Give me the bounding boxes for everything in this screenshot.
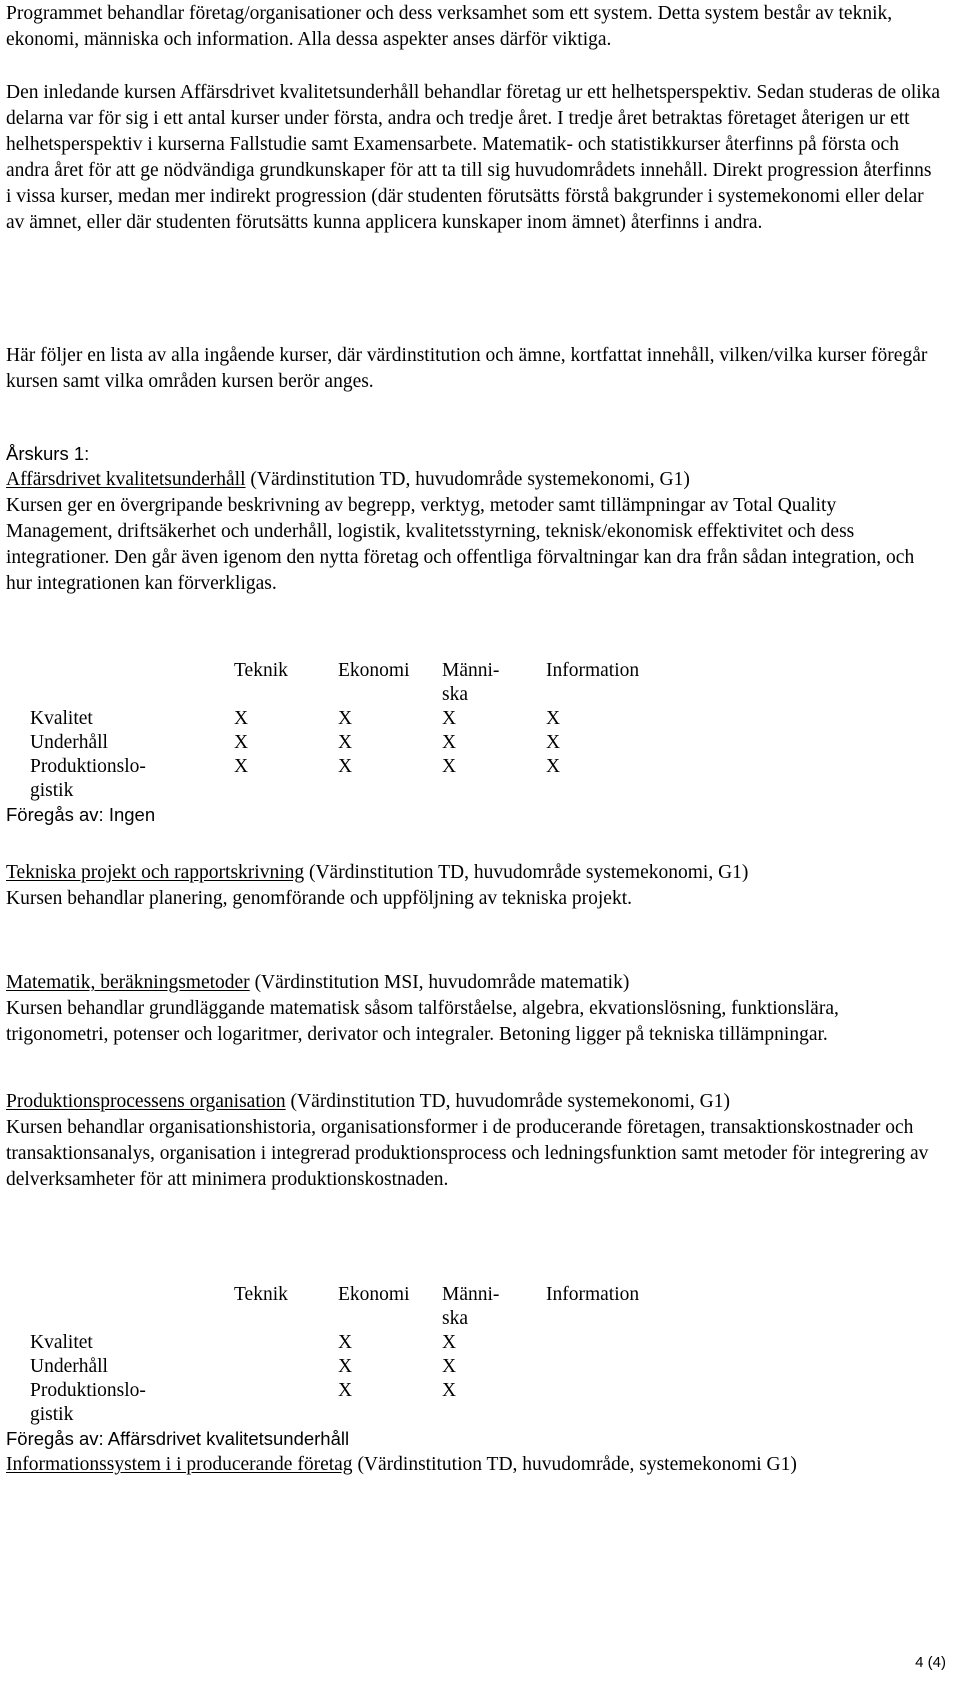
course-title: Affärsdrivet kvalitetsunderhåll [6, 469, 246, 490]
grid-cell [234, 1355, 338, 1379]
grid-cell: X [442, 1356, 457, 1377]
row-label: Kvalitet [30, 1332, 93, 1353]
course-meta: (Värdinstitution TD, huvudområde systemekonomi, G1) [245, 469, 690, 490]
grid-cell: X [234, 756, 249, 777]
preceded-by: Föregås av: Affärsdrivet kvalitetsunderhåll [6, 1428, 350, 1449]
grid-cell: X [338, 756, 353, 777]
grid-cell [234, 1331, 338, 1355]
column-header: Ekonomi [338, 660, 410, 681]
course-heading [6, 1452, 941, 1478]
grid-row [6, 755, 656, 803]
column-header: Teknik [234, 660, 288, 681]
grid-cell: X [442, 1380, 457, 1401]
grid-cell: X [234, 732, 249, 753]
grid-cell: X [338, 1356, 353, 1377]
column-header: Männi- ska [442, 1284, 500, 1329]
row-label: Kvalitet [30, 708, 93, 729]
grid-cell: X [546, 756, 561, 777]
course-title: Produktionsprocessens organisation [6, 1091, 286, 1112]
grid-cell [546, 1379, 656, 1427]
grid-header-row [6, 659, 656, 707]
column-header: Information [546, 660, 640, 681]
page-number: 4 (4) [915, 1654, 946, 1671]
course-block-4 [6, 1089, 941, 1193]
coverage-table [6, 1283, 656, 1427]
row-label: Produktionslo- gistik [30, 1380, 146, 1425]
grid-row [6, 707, 656, 731]
course-meta: (Värdinstitution TD, huvudområde, systemekonomi G1) [352, 1454, 797, 1475]
row-label: Underhåll [30, 1356, 108, 1377]
year-heading: Årskurs 1: [6, 443, 90, 464]
coverage-table [6, 659, 656, 803]
grid-header-row [6, 1283, 656, 1331]
grid-row [6, 1331, 656, 1355]
grid-cell: X [338, 732, 353, 753]
course-heading [6, 970, 941, 996]
column-header: Männi- ska [442, 660, 500, 705]
course-meta: (Värdinstitution TD, huvudområde systemekonomi, G1) [285, 1091, 730, 1112]
column-header: Teknik [234, 1284, 288, 1305]
grid-cell: X [546, 708, 561, 729]
course-description: Kursen behandlar planering, genomförande och uppföljning av tekniska projekt. [6, 888, 632, 909]
row-label: Underhåll [30, 732, 108, 753]
course-description: Kursen ger en övergripande beskrivning av begrepp, verktyg, metoder samt tillämpningar av Total Quality Management, driftsäkerhet och underhåll, logistik, kvalitetsstyrning, teknisk/ekonomisk effektivitet och dess integrationer. Den går även igenom den nytta företag och offentliga förvaltningar kan dra från sådan integration, och hur integrationen kan förverkligas. [6, 495, 915, 594]
coverage-grid-1 [6, 659, 656, 827]
row-label: Produktionslo- gistik [30, 756, 146, 801]
course-block-1 [6, 467, 941, 597]
column-header: Ekonomi [338, 1284, 410, 1305]
grid-cell: X [442, 732, 457, 753]
grid-row [6, 731, 656, 755]
course-description: Kursen behandlar organisationshistoria, organisationsformer i de producerande företagen, transaktionskostnader och transaktionsanalys, organisation i integrerad produktionsprocess och ledningsfunktion samt metoder för integrering av delverksamheter för att minimera produktionskostnaden. [6, 1117, 929, 1190]
grid-row [6, 1379, 656, 1427]
intro-paragraph-1: Programmet behandlar företag/organisationer och dess verksamhet som ett system. Detta system består av teknik, ekonomi, människa och information. Alla dessa aspekter anses därför viktiga. [6, 3, 893, 50]
intro-paragraph-2: Den inledande kursen Affärsdrivet kvalitetsunderhåll behandlar företag ur ett helhetsperspektiv. Sedan studeras de olika delarna var för sig i ett antal kurser under första, andra och tredje året. I tredje året betraktas företaget återigen ur ett helhetsperspektiv i kurserna Fallstudie samt Examensarbete. Matematik- och statistikkurser återfinns på första och andra året för att ge nödvändiga grundkunskaper för att ta till sig huvudområdets innehåll. Direkt progression återfinns i vissa kurser, medan mer indirekt progression (där studenten förutsätts förstå bakgrunder i systemekonomi eller delar av ämnet, eller där studenten förutsätts kunna applicera kunskaper inom ämnet) återfinns i andra. [6, 82, 941, 233]
course-description: Kursen behandlar grundläggande matematisk såsom talförståelse, algebra, ekvationslösning, funktionslära, trigonometri, potenser och logaritmer, derivator och integraler. Betoning ligger på tekniska tillämpningar. [6, 998, 839, 1045]
grid-row [6, 1355, 656, 1379]
grid-cell: X [442, 756, 457, 777]
grid-cell [546, 1331, 656, 1355]
course-block-2 [6, 860, 941, 912]
course-meta: (Värdinstitution MSI, huvudområde matematik) [249, 972, 630, 993]
course-heading [6, 860, 941, 886]
course-heading [6, 467, 941, 493]
course-meta: (Värdinstitution TD, huvudområde systemekonomi, G1) [304, 862, 749, 883]
intro-paragraph-3: Här följer en lista av alla ingående kurser, där värdinstitution och ämne, kortfattat innehåll, vilken/vilka kurser föregår kursen samt vilka områden kursen berör anges. [6, 345, 928, 392]
preceded-by: Föregås av: Ingen [6, 804, 156, 825]
course-block-3 [6, 970, 941, 1048]
course-title: Informationssystem i i producerande företag [6, 1454, 353, 1475]
course-heading [6, 1089, 941, 1115]
grid-cell: X [442, 1332, 457, 1353]
grid-cell: X [442, 708, 457, 729]
course-title: Tekniska projekt och rapportskrivning [6, 862, 305, 883]
grid-cell: X [338, 1332, 353, 1353]
coverage-grid-2 [6, 1283, 656, 1451]
grid-cell: X [338, 708, 353, 729]
grid-cell: X [234, 708, 249, 729]
grid-cell: X [546, 732, 561, 753]
grid-cell [234, 1379, 338, 1427]
course-block-5 [6, 1452, 941, 1478]
course-title: Matematik, beräkningsmetoder [6, 972, 250, 993]
grid-cell: X [338, 1380, 353, 1401]
grid-cell [546, 1355, 656, 1379]
column-header: Information [546, 1284, 640, 1305]
